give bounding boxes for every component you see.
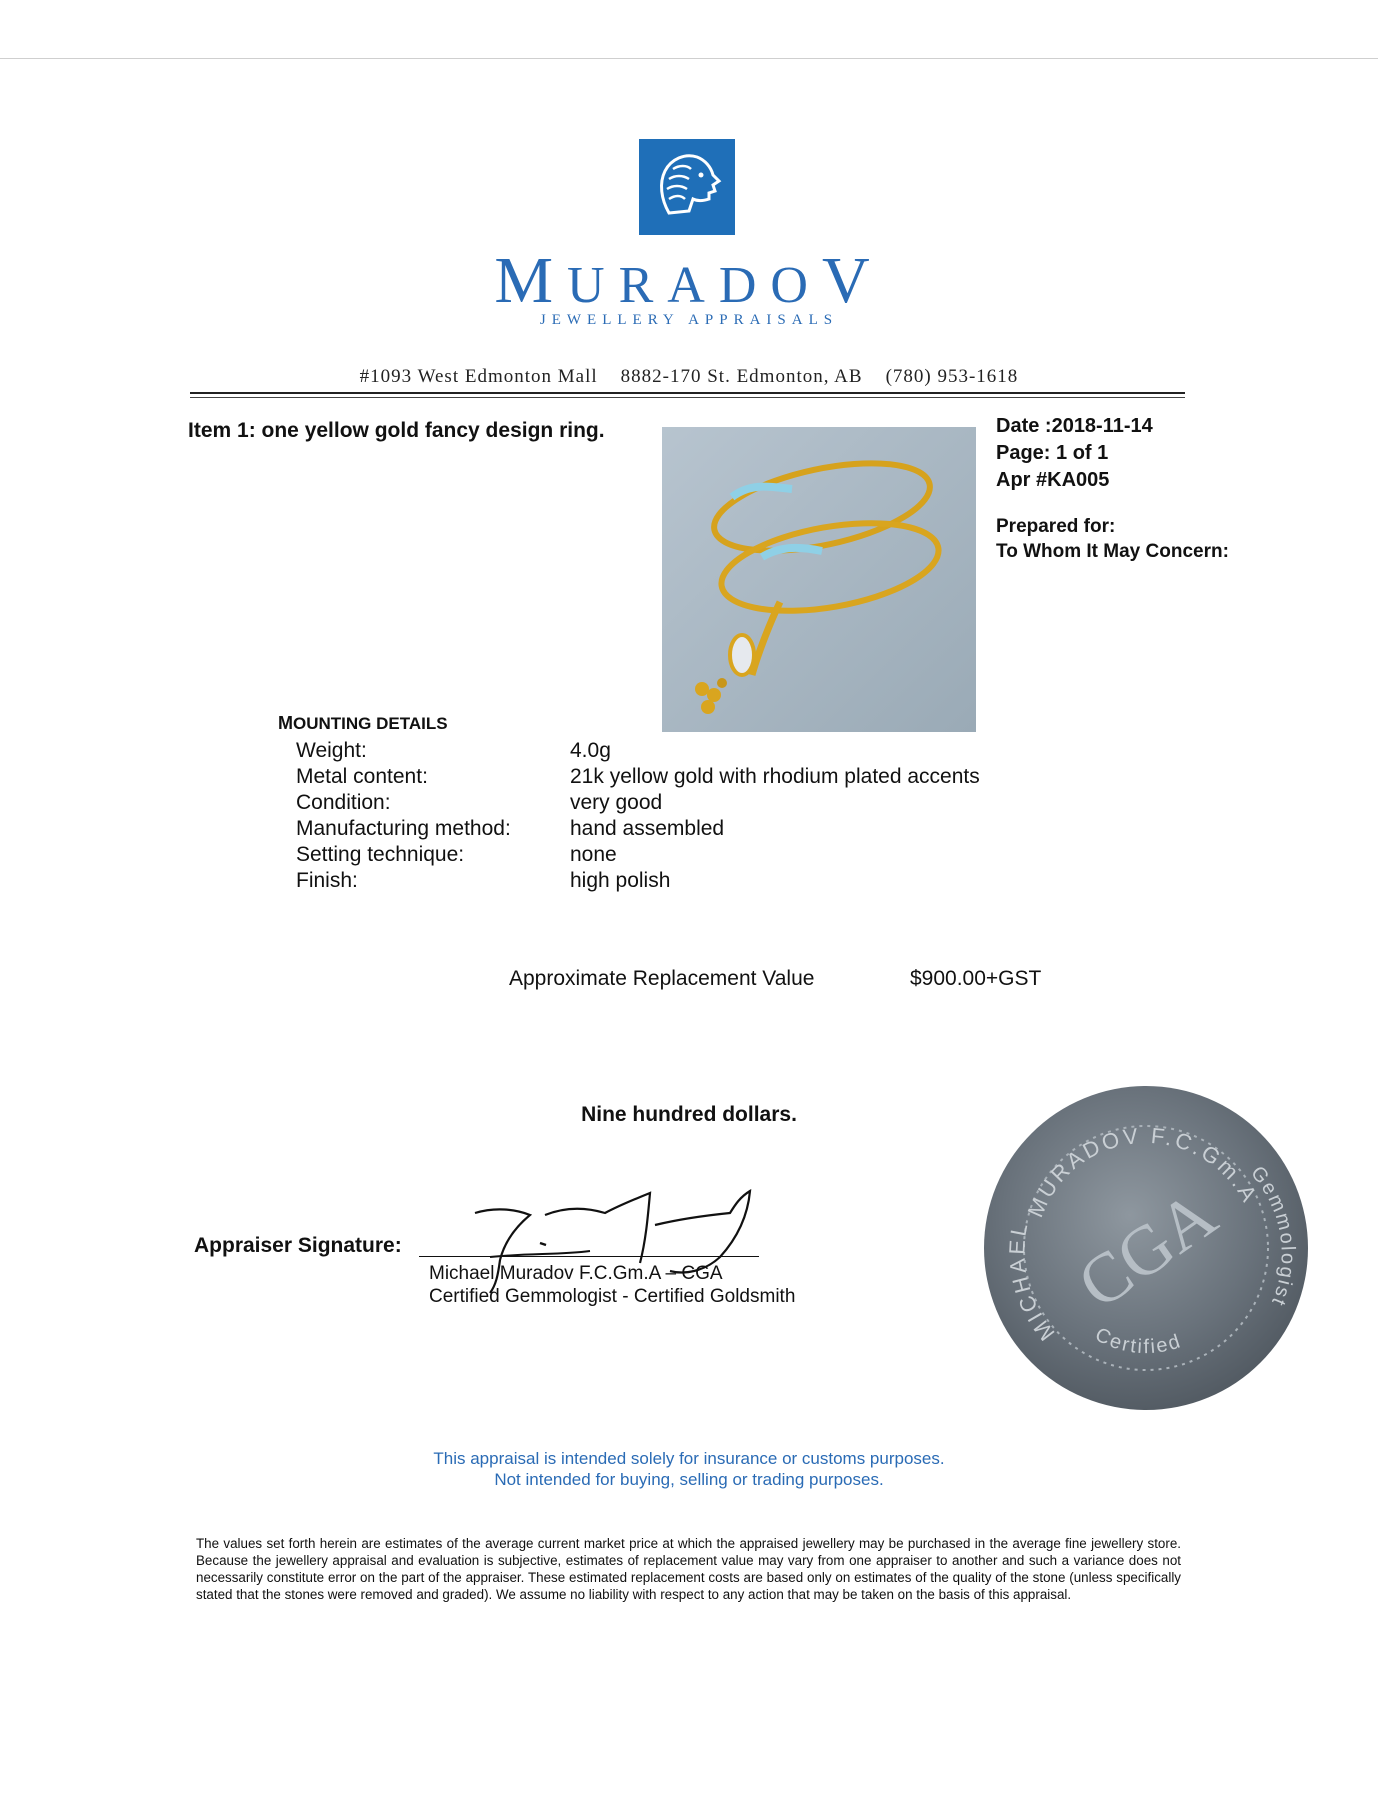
lion-head-icon xyxy=(639,139,735,235)
header-divider-thin xyxy=(190,397,1185,398)
store-address: #1093 West Edmonton Mall 8882-170 St. Edmonton, AB (780) 953-1618 xyxy=(359,366,1019,387)
scan-edge-line xyxy=(0,58,1378,59)
appraiser-name-block xyxy=(429,1262,795,1308)
detail-label: Finish: xyxy=(296,869,358,892)
replacement-value-label: Approximate Replacement Value xyxy=(509,967,815,990)
cga-seal xyxy=(978,1083,1314,1418)
disclaimer-paragraph: The values set forth herein are estimates of the average current market price at which the appraised jewellery may be purchased in the average fine jewellery store. Because the jewellery appraisal and evaluation is subjective, estimates of replacement value may vary from one appraiser to another and such a variance does not necessarily constitute error on the part of the appraiser. These estimated replacement costs are based only on estimates of the quality of the stone (unless specifically stated that the stones were removed and graded). We assume no liability with respect to any action that may be taken on the basis of this appraisal. xyxy=(196,1536,1181,1602)
detail-label: Weight: xyxy=(296,739,367,762)
mounting-details-heading: MOUNTING DETAILS xyxy=(278,713,448,733)
detail-row xyxy=(296,764,980,790)
header-divider xyxy=(190,392,1185,394)
brand-tagline: JEWELLERY APPRAISALS xyxy=(539,312,839,328)
appraisal-meta xyxy=(996,413,1153,494)
detail-row xyxy=(296,738,980,764)
detail-value: very good xyxy=(570,791,663,814)
svg-text:Gemmologist: Gemmologist xyxy=(1246,1162,1299,1311)
page-number: Page: 1 of 1 xyxy=(996,442,1109,464)
svg-text:Certified: Certified xyxy=(1091,1323,1185,1359)
detail-row xyxy=(296,868,980,894)
prepared-for-recipient: To Whom It May Concern: xyxy=(996,541,1229,562)
detail-value: 4.0g xyxy=(570,739,611,762)
detail-label: Manufacturing method: xyxy=(296,817,511,840)
brand-name: MURADOV xyxy=(494,244,884,317)
detail-row xyxy=(296,842,980,868)
detail-label: Condition: xyxy=(296,791,391,814)
detail-label: Setting technique: xyxy=(296,843,465,866)
ring-photo xyxy=(662,427,976,732)
appraiser-name: Michael Muradov F.C.Gm.A – CGA xyxy=(429,1263,723,1284)
usage-notice-line-2: Not intended for buying, selling or trading purposes. xyxy=(494,1470,884,1489)
item-title: Item 1: one yellow gold fancy design ring. xyxy=(188,419,605,442)
svg-text:MURADOV F.C.Gm.A: MURADOV F.C.Gm.A xyxy=(1022,1122,1264,1221)
mounting-details-table xyxy=(296,738,980,894)
usage-notice xyxy=(0,1448,1378,1490)
prepared-for xyxy=(996,514,1229,564)
signature-label: Appraiser Signature: xyxy=(194,1234,402,1257)
appraisal-number: Apr #KA005 xyxy=(996,469,1110,491)
appraiser-title: Certified Gemmologist - Certified Goldsmith xyxy=(429,1286,796,1307)
detail-label: Metal content: xyxy=(296,765,428,788)
svg-text:CGA: CGA xyxy=(1064,1176,1231,1324)
replacement-value-amount: $900.00+GST xyxy=(910,967,1042,990)
prepared-for-label: Prepared for: xyxy=(996,516,1116,537)
detail-value: hand assembled xyxy=(570,817,725,840)
detail-value: 21k yellow gold with rhodium plated accents xyxy=(570,765,980,788)
appraisal-date: Date :2018-11-14 xyxy=(996,415,1153,437)
detail-value: high polish xyxy=(570,869,671,892)
detail-row xyxy=(296,790,980,816)
detail-row xyxy=(296,816,980,842)
usage-notice-line-1: This appraisal is intended solely for insurance or customs purposes. xyxy=(433,1449,945,1468)
value-in-words: Nine hundred dollars. xyxy=(581,1103,797,1126)
detail-value: none xyxy=(570,843,617,866)
svg-text:MICHAEL: MICHAEL xyxy=(1004,1218,1060,1346)
